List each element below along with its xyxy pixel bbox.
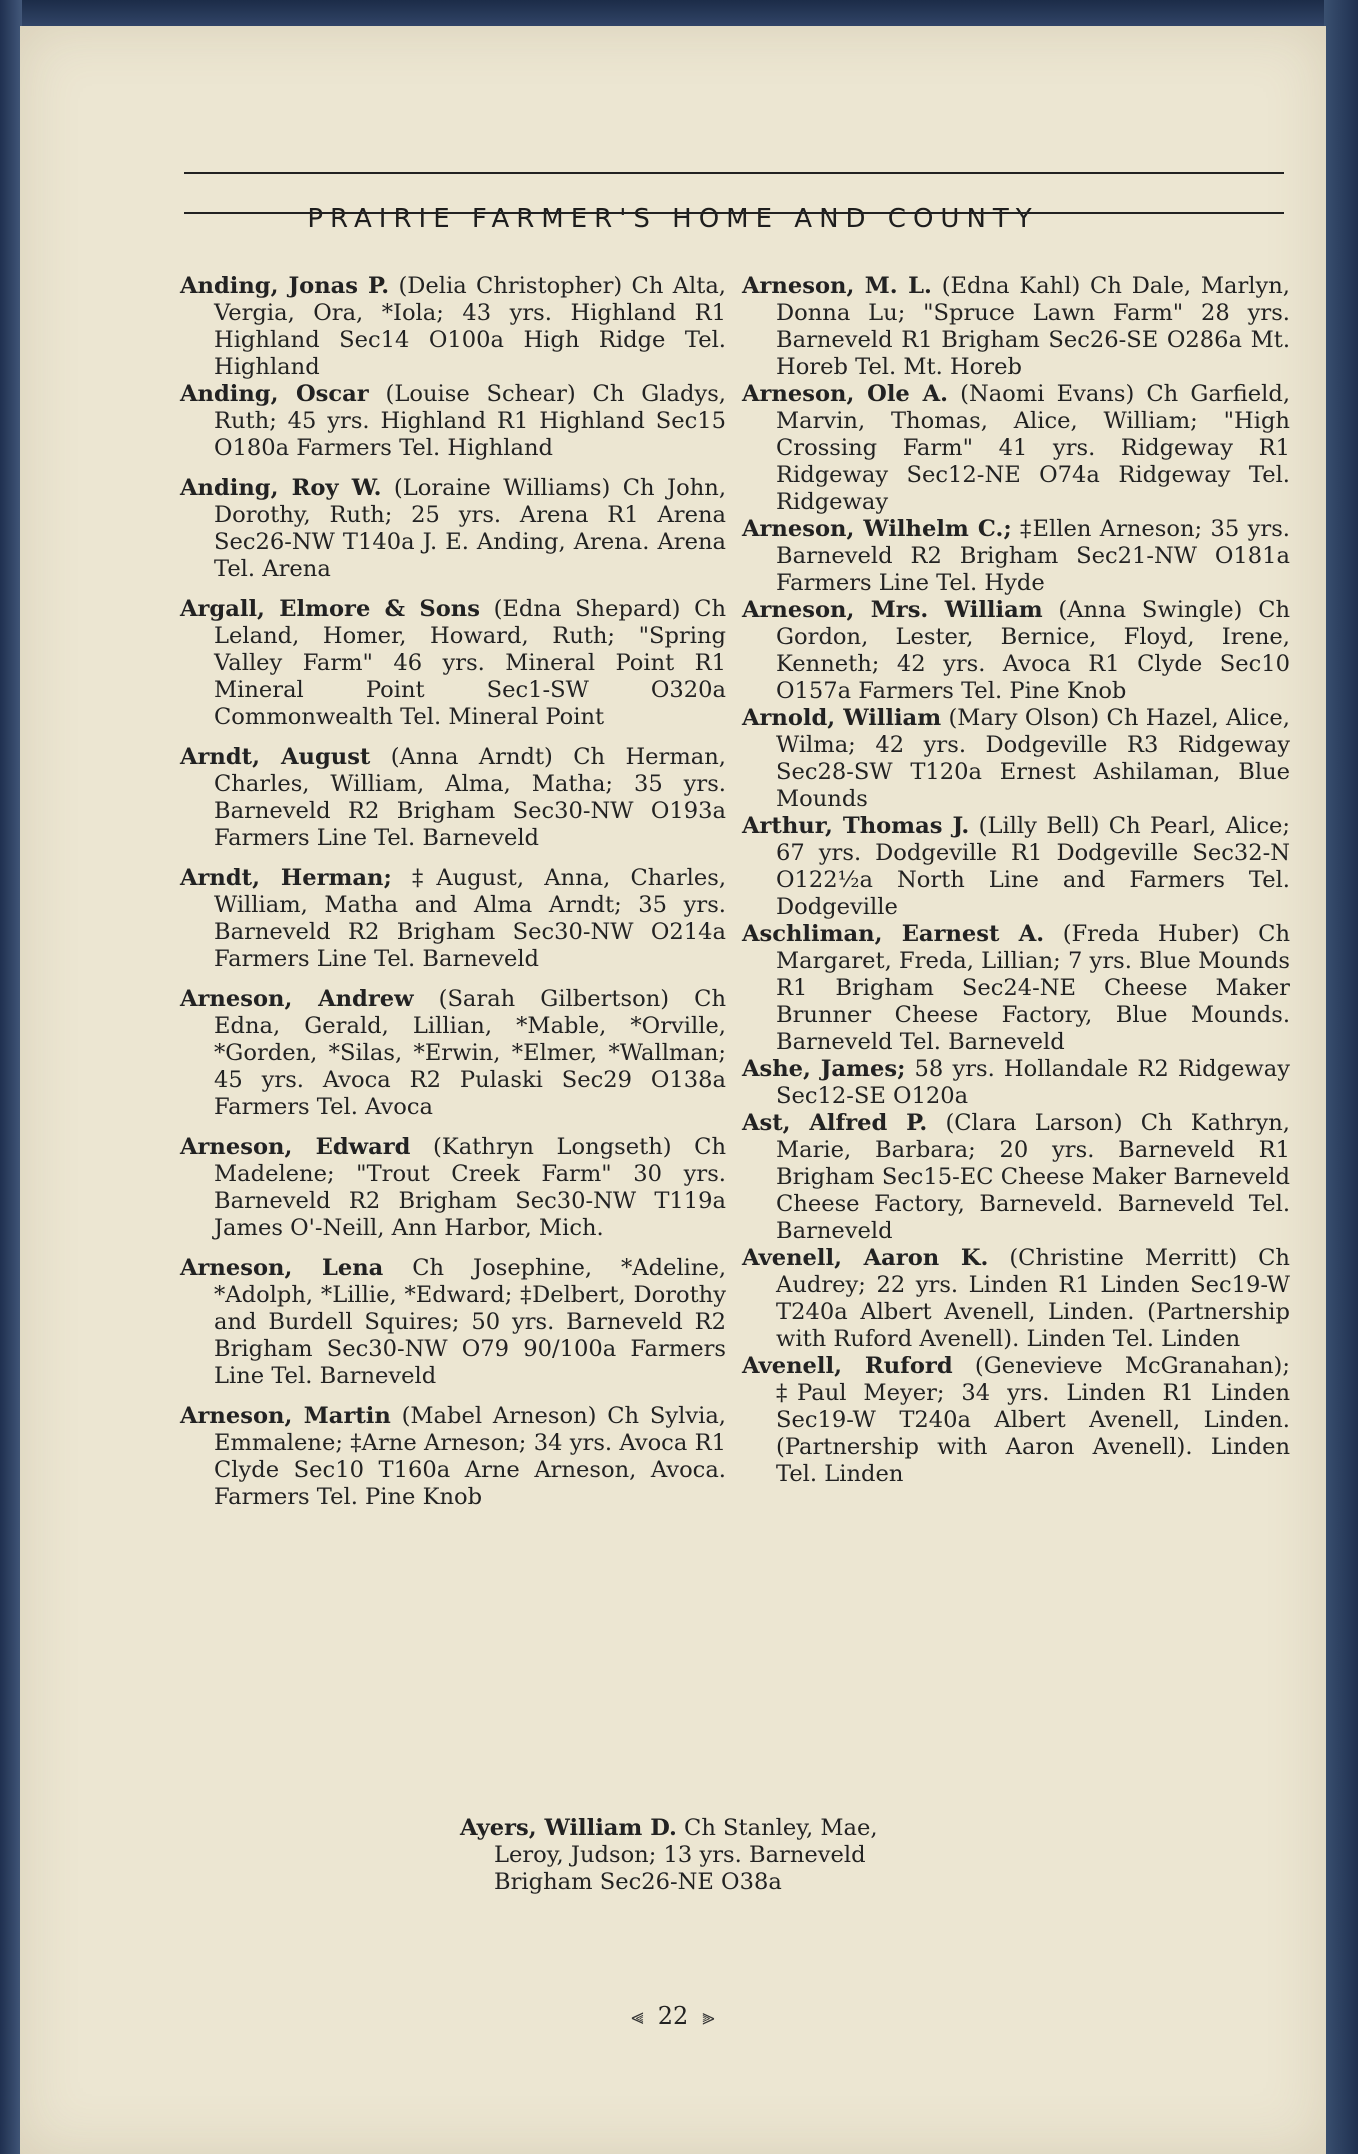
directory-entry: Arndt, Herman; ‡August, Anna, Charles, William, Matha and Alma Arndt; 35 yrs. Barneveld R2 Brigham Sec30-NW O214a Farmers Line Tel. Barneveld [180,865,727,972]
page-header-title: PRAIRIE FARMER'S HOME AND COUNTY [307,204,1039,234]
directory-entry: Arneson, Lena Ch Josephine, *Adeline, *Adolph, *Lillie, *Edward; ‡Delbert, Dorothy and Burdell Squires; 50 yrs. Barneveld R2 Brigham Sec30-NW O79 90/100a Farmers Line Tel. Barneveld [180,1255,726,1389]
directory-entry: Arneson, Martin (Mabel Arneson) Ch Sylvia, Emmalene; ‡Arne Arneson; 34 yrs. Avoca R1 Clyde Sec10 T160a Arne Arneson, Avoca. Farmers Tel. Pine Knob [180,1403,726,1510]
directory-entry: Arneson, M. L. (Edna Kahl) Ch Dale, Marlyn, Donna Lu; "Spruce Lawn Farm" 28 yrs. Barneveld R1 Brigham Sec26-SE O286a Mt. Horeb Tel. Mt. Horeb [742,273,1290,380]
directory-entry: Arnold, William (Mary Olson) Ch Hazel, Alice, Wilma; 42 yrs. Dodgeville R3 Ridgeway Sec28-SW T120a Ernest Ashilaman, Blue Mounds [742,705,1290,812]
page-number [20,2002,1326,2030]
directory-entry: Avenell, Aaron K. (Christine Merritt) Ch Audrey; 22 yrs. Linden R1 Linden Sec19-W T240a Albert Avenell, Linden. (Partnership with Ruford Avenell). Linden Tel. Linden [742,1245,1290,1352]
directory-entry: Arneson, Edward (Kathryn Longseth) Ch Madelene; "Trout Creek Farm" 30 yrs. Barneveld R2 Brigham Sec30-NW T119a James O'-Neill, Ann Harbor, Mich. [180,1134,727,1241]
directory-entry: Ashe, James; 58 yrs. Hollandale R2 Ridgeway Sec12-SE O120a [742,1056,1290,1109]
directory-entry: Arndt, August (Anna Arndt) Ch Herman, Charles, William, Alma, Matha; 35 yrs. Barneveld R2 Brigham Sec30-NW O193a Farmers Line Tel. Barneveld [180,744,726,851]
book-page [20,26,1326,2154]
directory-entry-final: Ayers, William D. Ch Stanley, Mae, Leroy, Judson; 13 yrs. Barneveld Brigham Sec26-NE O38a [460,1814,878,1895]
right-column [742,273,1290,1488]
directory-entry: Argall, Elmore & Sons (Edna Shepard) Ch Leland, Homer, Howard, Ruth; "Spring Valley Farm" 46 yrs. Mineral Point R1 Mineral Point Sec1-SW O320a Commonwealth Tel. Mineral Point [180,596,726,730]
directory-entry: Anding, Jonas P. (Delia Christopher) Ch Alta, Vergia, Ora, *Iola; 43 yrs. Highland R1 Highland Sec14 O100a High Ridge Tel. Highland [180,273,726,380]
left-column [180,273,726,1511]
header-top-rule [184,172,1284,174]
directory-entry: Anding, Roy W. (Loraine Williams) Ch John, Dorothy, Ruth; 25 yrs. Arena R1 Arena Sec26-NW T140a J. E. Anding, Arena. Arena Tel. Arena [180,475,727,582]
directory-entry: Anding, Oscar (Louise Schear) Ch Gladys, Ruth; 45 yrs. Highland R1 Highland Sec15 O180a Farmers Tel. Highland [180,381,726,461]
directory-entry: Avenell, Ruford (Genevieve McGranahan); ‡Paul Meyer; 34 yrs. Linden R1 Linden Sec19-W T240a Albert Avenell, Linden. (Partnership with Aaron Avenell). Linden Tel. Linden [742,1353,1290,1487]
directory-entry: Arneson, Mrs. William (Anna Swingle) Ch Gordon, Lester, Bernice, Floyd, Irene, Kenneth; 42 yrs. Avoca R1 Clyde Sec10 O157a Farmers Tel. Pine Knob [742,597,1291,704]
directory-entry: Aschliman, Earnest A. (Freda Huber) Ch Margaret, Freda, Lillian; 7 yrs. Blue Mounds R1 Brigham Sec24-NE Cheese Maker Brunner Cheese Factory, Blue Mounds. Barneveld Tel. Barneveld [742,921,1291,1055]
book-cover-left [0,0,22,2154]
directory-entry: Arneson, Wilhelm C.; ‡Ellen Arneson; 35 yrs. Barneveld R2 Brigham Sec21-NW O181a Farmers Line Tel. Hyde [742,516,1290,596]
directory-entry: Arthur, Thomas J. (Lilly Bell) Ch Pearl, Alice; 67 yrs. Dodgeville R1 Dodgeville Sec32-N O122½a North Line and Farmers Tel. Dodgeville [742,813,1290,920]
directory-entry: Arneson, Andrew (Sarah Gilbertson) Ch Edna, Gerald, Lillian, *Mable, *Orville, *Gorden, *Silas, *Erwin, *Elmer, *Wallman; 45 yrs. Avoca R2 Pulaski Sec29 O138a Farmers Tel. Avoca [180,986,726,1120]
page-number-value: 22 [657,2002,689,2030]
directory-entry: Ast, Alfred P. (Clara Larson) Ch Kathryn, Marie, Barbara; 20 yrs. Barneveld R1 Brigham Sec15-EC Cheese Maker Barneveld Cheese Factory, Barneveld. Barneveld Tel. Barneveld [742,1110,1290,1244]
book-cover-right [1324,0,1358,2154]
ornament-left-icon: ⫷ [631,2005,644,2030]
header-bottom-rule [184,212,1284,214]
directory-entry: Arneson, Ole A. (Naomi Evans) Ch Garfield, Marvin, Thomas, Alice, William; "High Crossing Farm" 41 yrs. Ridgeway R1 Ridgeway Sec12-NE O74a Ridgeway Tel. Ridgeway [742,381,1290,515]
ornament-right-icon: ⫸ [702,2005,715,2030]
